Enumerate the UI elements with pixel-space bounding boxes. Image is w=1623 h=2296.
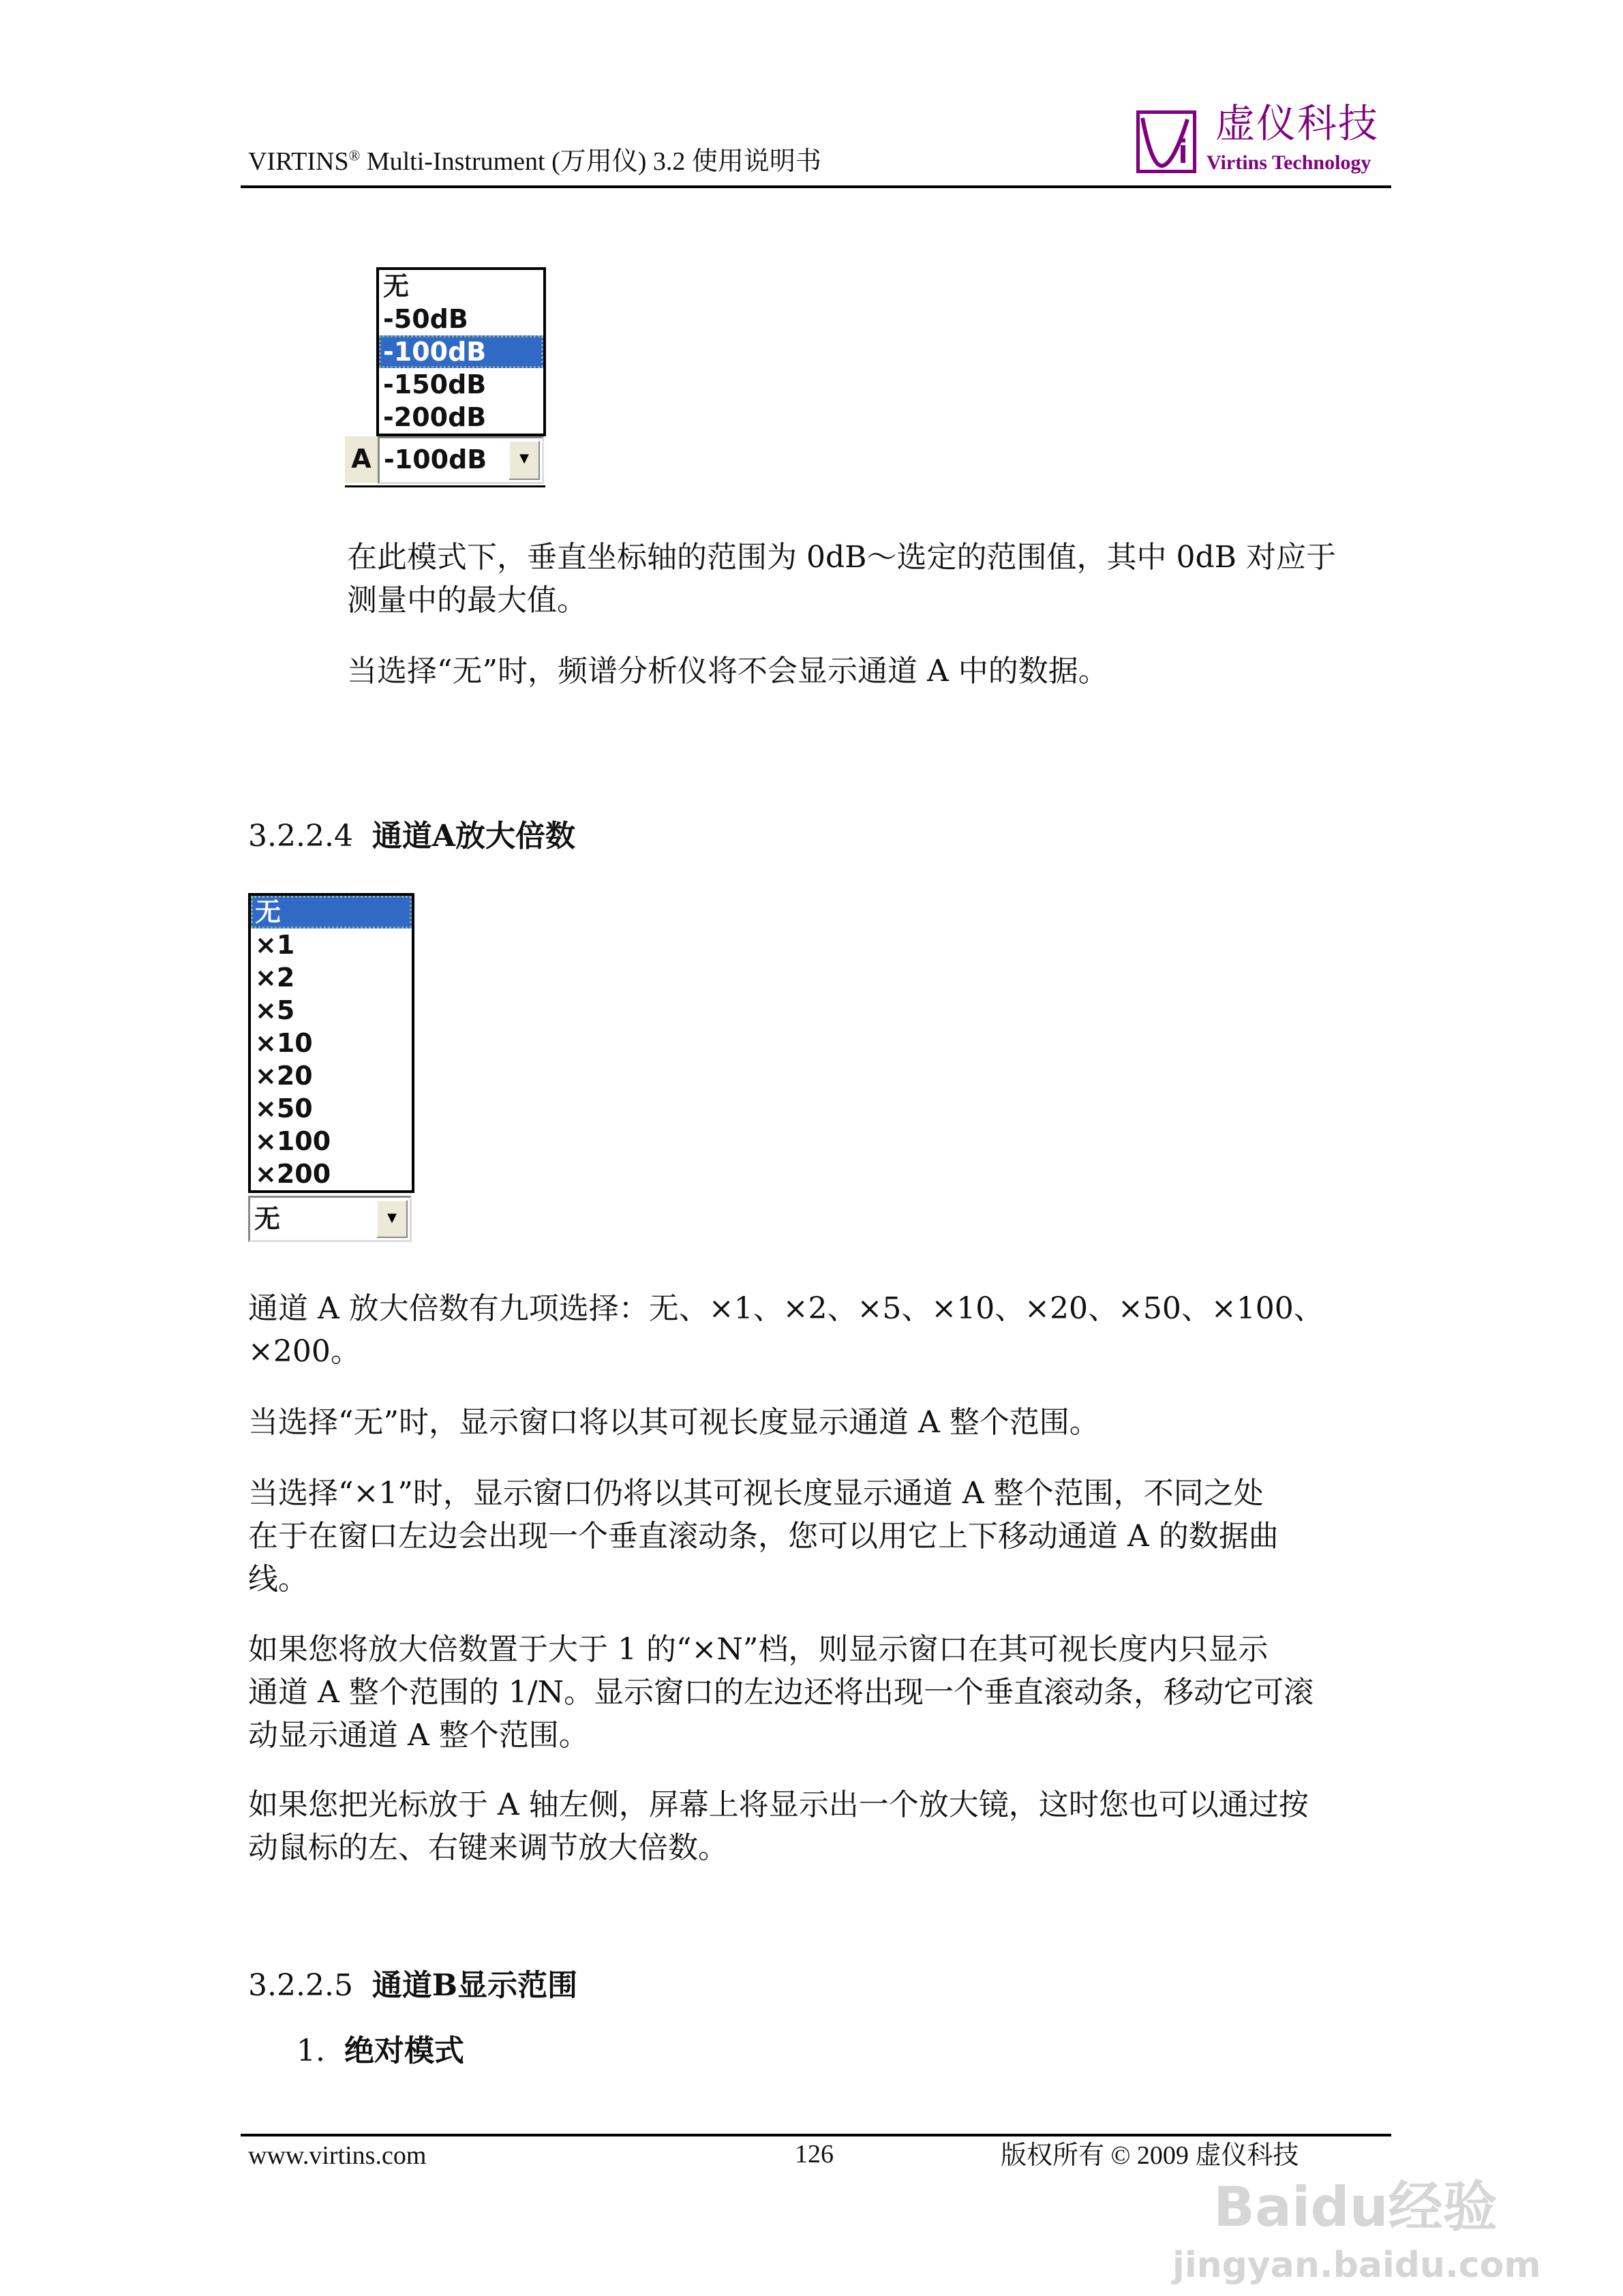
paragraph-zoom-none [248, 1401, 1099, 1444]
header-divider [241, 185, 1391, 188]
logo-english-name: Virtins Technology [1207, 151, 1371, 174]
range-option[interactable]: -200dB [383, 402, 487, 432]
registered-mark: ® [348, 147, 361, 164]
text-line: 当选择“无”时，显示窗口将以其可视长度显示通道 A 整个范围。 [248, 1405, 1099, 1440]
footer-copyright: 版权所有 © 2009 虚仪科技 [1001, 2141, 1299, 2170]
text-line: 如果您将放大倍数置于大于 1 的“×N”档，则显示窗口在其可视长度内只显示 [248, 1632, 1269, 1667]
text-line: 通道 A 整个范围的 1/N。显示窗口的左边还将出现一个垂直滚动条，移动它可滚 [248, 1675, 1314, 1710]
zoom-option-selected[interactable]: 无 [251, 896, 412, 928]
zoom-option[interactable]: ×200 [255, 1159, 331, 1189]
channel-a-label: A [345, 436, 378, 483]
text-line: 测量中的最大值。 [347, 583, 587, 618]
zoom-combobox[interactable] [248, 1196, 412, 1242]
zoom-option[interactable]: ×100 [255, 1126, 331, 1156]
paragraph-zoom-xn [248, 1628, 1314, 1757]
zoom-option[interactable]: ×20 [255, 1061, 313, 1091]
footer-website: www.virtins.com [248, 2141, 427, 2170]
section-heading-3-2-2-5 [248, 1961, 577, 2004]
zoom-option[interactable]: ×5 [255, 995, 295, 1025]
paragraph-zoom-x1 [248, 1472, 1279, 1601]
divider [345, 485, 545, 487]
paragraph-range-none [347, 650, 1108, 693]
zoom-dropdown-list[interactable] [248, 893, 414, 1193]
text-line: 当选择“×1”时，显示窗口仍将以其可视长度显示通道 A 整个范围，不同之处 [248, 1476, 1264, 1511]
document-header-title [248, 140, 821, 177]
paragraph-zoom-mouse [248, 1783, 1309, 1869]
subsection-number: 1. [297, 2034, 325, 2068]
page-number: 126 [795, 2140, 834, 2169]
zoom-option[interactable]: ×50 [255, 1093, 313, 1123]
zoom-combobox-value: 无 [254, 1204, 281, 1234]
section-heading-3-2-2-4 [248, 811, 575, 855]
range-option[interactable]: -50dB [383, 304, 468, 334]
text-line: ×200。 [248, 1334, 361, 1369]
text-line: 线。 [248, 1562, 308, 1597]
range-combobox-value: -100dB [384, 444, 487, 474]
section-number: 3.2.2.4 [248, 819, 353, 854]
header-title-rest: Multi-Instrument (万用仪) 3.2 使用说明书 [360, 147, 821, 176]
chevron-down-icon[interactable]: ▼ [509, 440, 540, 480]
text-line: 在于在窗口左边会出现一个垂直滚动条，您可以用它上下移动通道 A 的数据曲 [248, 1519, 1279, 1554]
range-combobox[interactable] [378, 436, 544, 484]
text-line: 当选择“无”时，频谱分析仪将不会显示通道 A 中的数据。 [347, 654, 1108, 689]
subsection-heading [297, 2026, 464, 2070]
text-line: 通道 A 放大倍数有九项选择：无、×1、×2、×5、×10、×20、×50、×100、 [248, 1291, 1324, 1326]
footer-divider [241, 2134, 1391, 2136]
text-line: 动显示通道 A 整个范围。 [248, 1718, 589, 1753]
chevron-down-icon[interactable]: ▼ [376, 1200, 408, 1238]
logo-chinese-name: 虚仪科技 [1215, 100, 1380, 147]
zoom-option[interactable]: ×1 [255, 930, 295, 960]
text-line: 动鼠标的左、右键来调节放大倍数。 [248, 1830, 728, 1865]
subsection-title: 绝对模式 [344, 2034, 464, 2068]
section-number: 3.2.2.5 [248, 1968, 353, 2003]
range-dropdown-list[interactable] [376, 267, 546, 436]
zoom-option[interactable]: ×2 [255, 963, 295, 993]
baidu-watermark-url: jingyan.baidu.com [1172, 2245, 1541, 2286]
virtins-logo-icon [1136, 110, 1196, 173]
paragraph-range-mode [347, 536, 1336, 622]
zoom-option[interactable]: ×10 [255, 1028, 313, 1058]
range-option[interactable]: 无 [383, 271, 410, 301]
text-line: 在此模式下，垂直坐标轴的范围为 0dB～选定的范围值，其中 0dB 对应于 [347, 540, 1336, 575]
text-line: 如果您把光标放于 A 轴左侧，屏幕上将显示出一个放大镜，这时您也可以通过按 [248, 1787, 1309, 1822]
header-brand: VIRTINS [248, 147, 349, 176]
section-title: 通道B显示范围 [371, 1968, 578, 2003]
range-option-selected[interactable]: -100dB [379, 335, 543, 368]
range-option[interactable]: -150dB [383, 369, 487, 399]
baidu-watermark-logo: Baidu经验 [1213, 2175, 1498, 2239]
section-title: 通道A放大倍数 [371, 819, 576, 854]
paragraph-zoom-options [248, 1287, 1324, 1373]
